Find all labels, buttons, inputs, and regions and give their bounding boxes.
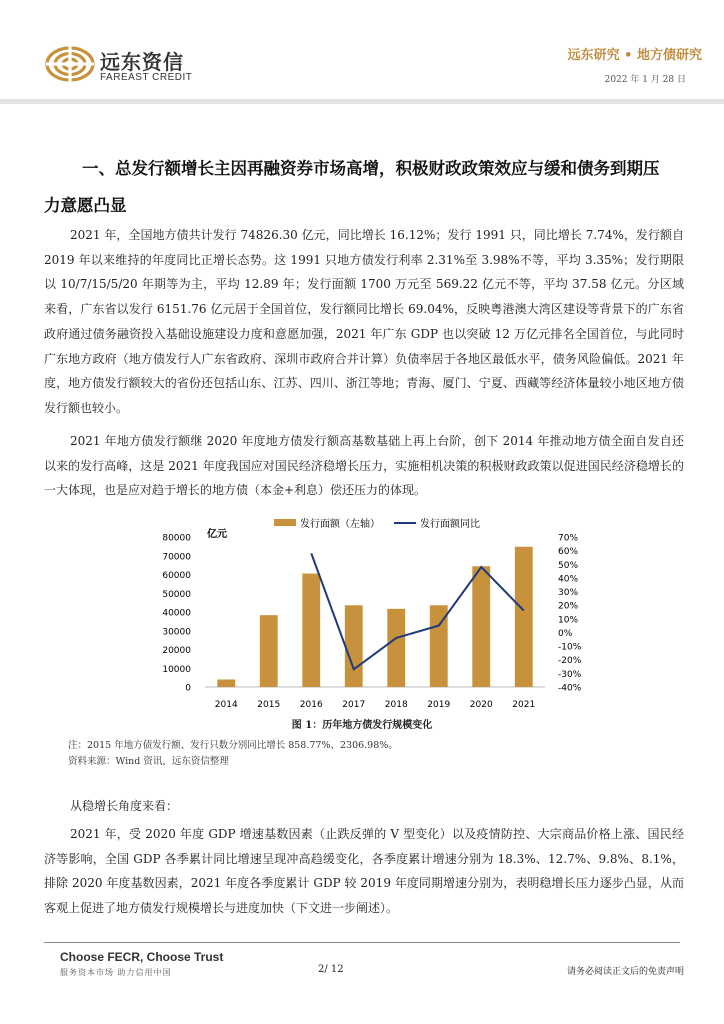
footer-slogan-cn: 服务资本市场 助力信用中国 [60, 968, 172, 977]
sub-heading: 从稳增长角度来看： [70, 799, 179, 813]
left-tick-label: 60000 [162, 571, 191, 581]
bar-2018 [387, 609, 405, 687]
paragraph-2 [44, 429, 684, 503]
left-tick-label: 50000 [162, 589, 191, 600]
page-number: 2/ 12 [318, 964, 344, 975]
paragraph-4 [44, 822, 684, 921]
left-tick-label: 10000 [162, 664, 191, 675]
right-tick-label: 70% [558, 533, 579, 544]
section-title-line1: 一、总发行额增长主因再融资券市场高增，积极财政政策效应与缓和债务到期压 [82, 159, 660, 178]
right-tick-label: 60% [558, 547, 579, 558]
right-tick-label: 20% [558, 601, 579, 612]
right-tick-label: 10% [558, 615, 579, 626]
legend-line-label: 发行面额同比 [420, 519, 480, 530]
x-tick-label: 2014 [214, 700, 238, 710]
section-title [44, 150, 684, 224]
x-tick-label: 2015 [257, 700, 281, 710]
x-tick-label: 2020 [469, 700, 493, 710]
right-tick-label: -30% [558, 669, 582, 680]
report-title: 远东研究 • 地方债研究 [567, 48, 702, 63]
yoy-line [311, 553, 524, 669]
fareast-logo-icon [44, 44, 96, 84]
paragraph-1-text: 2021 年，全国地方债共计发行 74826.30 亿元，同比增长 16.12%；发行 1991 只，同比增长 7.74%，发行额自 2019 年以来维持的年度同比正增长态势。这 1991 只地方债发行利率 2.31%至 3.98%不等，平均 3.35%；发行期限以 10/7/15/5/20 年期等为主，平均 12.89 年；发行面额 1700 万元至 569.22 亿元不等，平均 37.58 亿元。分区域来看，广东省以发行 6151.76 亿元居于全国首位，发行额同比增长 69.04%，反映粤港澳大湾区建设等背景下的广东省政府通过债务融资投入基础设施建设力度和意愿加强，2021 年广东 GDP 也以突破 12 万亿元排名全国首位，与此同时广东地方政府（地方债发行人广东省政府、深圳市政府合并计算）负债率居于各地区最低水平，债务风险偏低。2021 年度，地方债发行额较大的省份还包括山东、江苏、四川、浙江等地；青海、厦门、宁夏、西藏等经济体量较小地区地方债发行额也较小。 [44, 228, 684, 415]
chart-source: 资料来源：Wind 资讯，远东资信整理 [68, 756, 229, 767]
header-divider [0, 99, 724, 104]
left-tick-label: 40000 [162, 608, 191, 619]
paragraph-2-text: 2021 年地方债发行额继 2020 年度地方债发行额高基数基础上再上台阶，创下 2014 年推动地方债全面自发自还以来的发行高峰，这是 2021 年度我国应对国民经济稳增长压力，实施相机决策的积极财政政策以促进国民经济稳增长的一大体现，也是应对趋于增长的地方债（本金+利息）偿还压力的体现。 [44, 434, 684, 498]
bar-2015 [260, 615, 278, 687]
bar-2014 [217, 680, 235, 688]
left-tick-label: 30000 [162, 627, 191, 638]
right-tick-label: -40% [558, 683, 582, 694]
right-tick-label: 0% [558, 628, 573, 639]
paragraph-1 [44, 223, 684, 421]
right-tick-label: 50% [558, 560, 579, 571]
left-tick-label: 70000 [162, 552, 191, 563]
bar-2021 [515, 547, 533, 687]
legend-bar-swatch [274, 519, 296, 526]
section-title-line2: 力意愿凸显 [44, 196, 127, 215]
legend-bar-label: 发行面额（左轴） [300, 519, 380, 530]
paragraph-4-text: 2021 年，受 2020 年度 GDP 增速基数因素（止跌反弹的 V 型变化）以及疫情防控、大宗商品价格上涨、国民经济等影响，全国 GDP 各季累计同比增速呈现冲高趋缓变化，各季度累计增速分别为 18.3%、12.7%、9.8%、8.1%，排除 2020 年度基数因素，2021 年度各季度累计 GDP 较 2019 年度同期增速分别为，表明稳增长压力逐步凸显，从而客观上促进了地方债发行规模增长与进度加快（下文进一步阐述）。 [44, 827, 684, 916]
footer-disclaimer: 请务必阅读正文后的免责声明 [566, 967, 684, 977]
brand-name-cn: 远东资信 [100, 50, 184, 74]
chart-caption: 图 1：历年地方债发行规模变化 [291, 720, 433, 731]
x-tick-label: 2018 [384, 700, 408, 710]
left-axis-unit: 亿元 [207, 529, 227, 540]
right-tick-label: -10% [558, 642, 582, 653]
x-tick-label: 2021 [512, 700, 536, 710]
left-tick-label: 80000 [162, 533, 191, 544]
x-tick-label: 2019 [427, 700, 451, 710]
footer-divider [44, 942, 680, 943]
right-tick-label: -20% [558, 656, 582, 667]
brand-name-en: FAREAST CREDIT [100, 72, 193, 83]
footer-slogan-en: Choose FECR, Choose Trust [60, 950, 224, 964]
right-tick-label: 30% [558, 588, 579, 599]
bar-2020 [472, 566, 490, 687]
x-tick-label: 2016 [299, 700, 323, 710]
chart-note: 注：2015 年地方债发行额、发行只数分别同比增长 858.77%、2306.98%。 [68, 740, 398, 751]
right-tick-label: 40% [558, 574, 579, 585]
report-date: 2022 年 1 月 28 日 [604, 75, 686, 85]
left-tick-label: 0 [185, 683, 191, 694]
issuance-chart [150, 510, 582, 715]
bar-2017 [345, 605, 363, 687]
x-tick-label: 2017 [342, 700, 366, 710]
bar-2016 [302, 574, 320, 687]
left-tick-label: 20000 [162, 646, 191, 656]
